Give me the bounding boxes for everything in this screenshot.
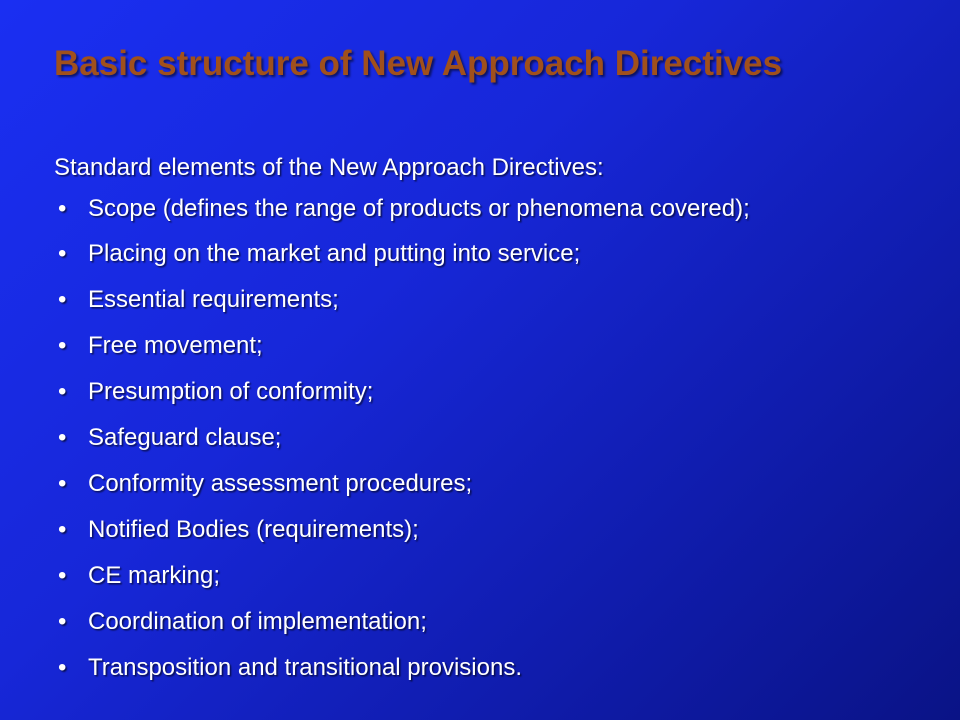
- bullet-item: [54, 287, 904, 312]
- bullet-text: Conformity assessment procedures;: [88, 470, 473, 497]
- bullet-text: Coordination of implementation;: [88, 608, 427, 635]
- bullet-icon: •: [58, 654, 67, 681]
- bullet-icon: •: [58, 516, 67, 543]
- bullet-item: [54, 425, 904, 450]
- bullet-icon: •: [58, 240, 67, 267]
- bullet-text: CE marking;: [88, 562, 221, 589]
- bullet-text: Placing on the market and putting into service;: [88, 240, 581, 267]
- bullet-item: [54, 241, 904, 266]
- bullet-list: [54, 196, 904, 701]
- bullet-text: Safeguard clause;: [88, 424, 282, 451]
- bullet-text: Transposition and transitional provisions.: [88, 654, 523, 681]
- slide-title: Basic structure of New Approach Directives: [54, 44, 783, 83]
- bullet-icon: •: [58, 562, 67, 589]
- bullet-item: [54, 379, 904, 404]
- bullet-icon: •: [58, 195, 67, 222]
- bullet-text: Essential requirements;: [88, 286, 339, 313]
- bullet-text: Notified Bodies (requirements);: [88, 516, 419, 543]
- bullet-text: Scope (defines the range of products or phenomena covered);: [88, 195, 750, 222]
- bullet-icon: •: [58, 286, 67, 313]
- bullet-text: Presumption of conformity;: [88, 378, 374, 405]
- slide-subtitle: Standard elements of the New Approach Directives:: [54, 154, 604, 181]
- bullet-item: [54, 609, 904, 634]
- bullet-item: [54, 196, 904, 221]
- bullet-item: [54, 655, 904, 680]
- bullet-icon: •: [58, 332, 67, 359]
- bullet-item: [54, 471, 904, 496]
- bullet-text: Free movement;: [88, 332, 263, 359]
- bullet-item: [54, 563, 904, 588]
- bullet-icon: •: [58, 424, 67, 451]
- bullet-icon: •: [58, 378, 67, 405]
- bullet-item: [54, 517, 904, 542]
- bullet-icon: •: [58, 608, 67, 635]
- bullet-item: [54, 333, 904, 358]
- bullet-icon: •: [58, 470, 67, 497]
